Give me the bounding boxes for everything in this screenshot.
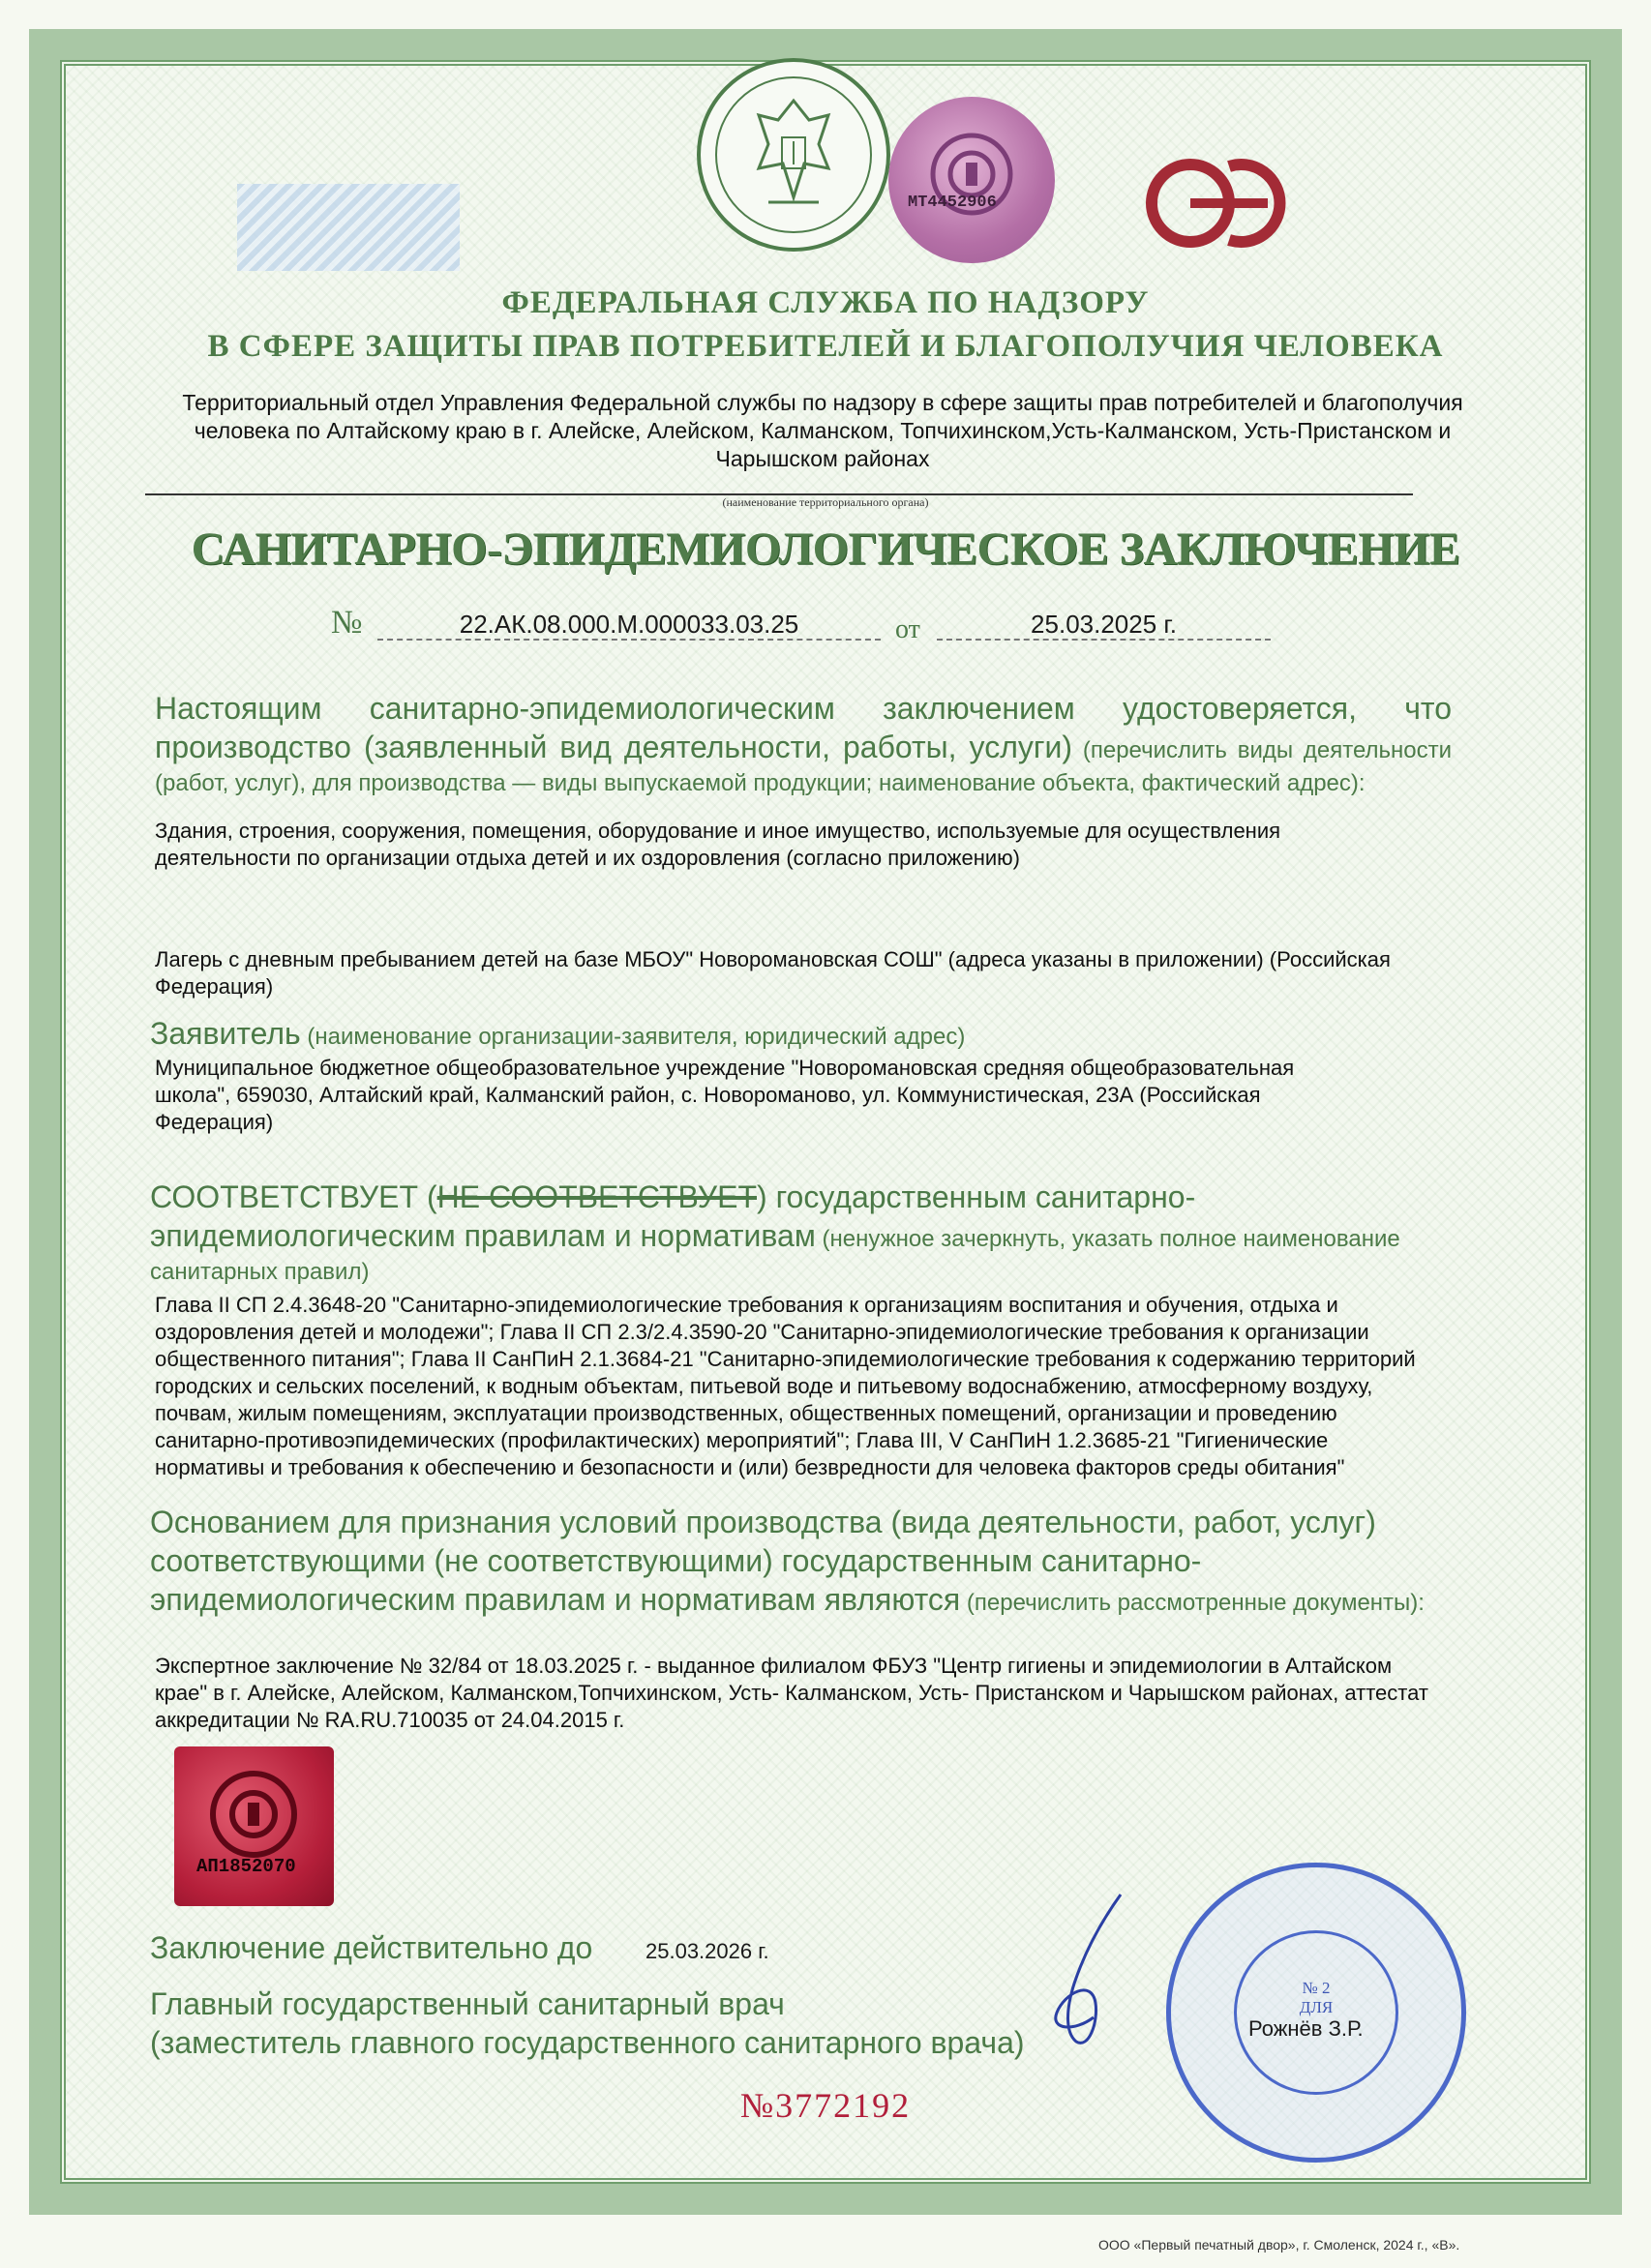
signature-icon — [1006, 1887, 1161, 2056]
printer-imprint: ООО «Первый печатный двор», г. Смоленск, 2024 г., «В». — [1098, 2237, 1460, 2253]
conformity-word: СООТВЕТСТВУЕТ — [150, 1179, 419, 1214]
date-prefix: от — [895, 614, 920, 644]
intro-hint: (перечислить виды деятельности (работ, услуг), для производства — виды выпускаемой продукции; наименование объекта, фактический адрес): — [155, 737, 1453, 796]
hologram-code-top: MT4452906 — [908, 194, 997, 212]
conformity-struck: НЕ СООТВЕТСТВУЕТ — [436, 1179, 758, 1214]
basis-statement: Основанием для признания условий производства (вида деятельности, работ, услуг) соответствующими (не соответствующими) государственным санитарно-эпидемиологическим правилам и нормативам являются — [150, 1505, 1376, 1617]
chief-title-line1: Главный государственный санитарный врач — [150, 1986, 785, 2021]
applicant-hint: (наименование организации-заявителя, юридический адрес) — [300, 1024, 966, 1050]
conformity-hint: (ненужное зачеркнуть, указать полное наименование санитарных правил) — [150, 1226, 1400, 1285]
sanitary-rules: Глава II СП 2.4.3648-20 "Санитарно-эпидемиологические требования к организациям воспитания и обучения, отдыха и оздоровления детей и молодежи"; Глава II СП 2.3/2.4.3590-20 "Санитарно-эпидемиологические требования к организации общественного питания"; Глава II СанПиН 2.1.3684-21 "Санитарно-эпидемиологические требования к содержанию территорий городских и сельских поселений, к водным объектам, питьевой воде и питьевому водоснабжению, атмосферному воздуху, почвам, жилым помещениям, эксплуатации производственных, общественных помещений, организации и проведению санитарно-противоэпидемических (профилактических) мероприятий"; Глава III, V СанПиН 1.2.3685-21 "Гигиенические нормативы и требования к обеспечению и безопасности и (или) безвредности для человека факторов среды обитания" — [155, 1293, 1416, 1479]
serial-number: №3772192 — [739, 2086, 912, 2125]
basis-documents: Экспертное заключение № 32/84 от 18.03.2025 г. - выданное филиалом ФБУЗ "Центр гигиены и эпидемиологии в Алтайском крае" в г. Алейске, Алейском, Калманском,Топчихинском, Усть- Калманском, Усть- Пристанском и Чарышском районах, аттестат аккредитации № RA.RU.710035 от 24.04.2015 г. — [155, 1654, 1428, 1732]
document-number: 22.АК.08.000.М.000033.03.25 — [459, 610, 799, 639]
hologram-sticker-top — [888, 97, 1055, 263]
intro-statement: Настоящим санитарно-эпидемиологическим заключением удостоверяется, что производство (заявленный вид деятельности, работы, услуги) — [155, 691, 1452, 764]
security-strip — [237, 184, 460, 271]
se-conformity-mark-icon — [1142, 155, 1287, 256]
hologram-sticker-bottom — [174, 1746, 334, 1906]
basis-hint: (перечислить рассмотренные документы): — [960, 1590, 1425, 1616]
territorial-caption: (наименование территориального органа) — [722, 495, 929, 509]
conformity-rest: государственным санитарно-эпидемиологическим правилам и нормативам — [150, 1179, 1196, 1253]
applicant-label: Заявитель — [150, 1016, 301, 1051]
activity-description: Здания, строения, сооружения, помещения, оборудование и иное имущество, используемые для осуществления деятельности по организации отдыха детей и их оздоровления (согласно приложению) — [155, 819, 1281, 870]
object-description: Лагерь с дневным пребыванием детей на базе МБОУ" Новоромановская СОШ" (адреса указаны в приложении) (Российская Федерация) — [155, 947, 1391, 999]
number-sign: № — [331, 605, 363, 641]
validity-date: 25.03.2026 г. — [645, 1939, 769, 1963]
rospotrebnadzor-emblem-icon — [697, 58, 890, 252]
chief-title-line2: (заместитель главного государственного санитарного врача) — [150, 2025, 1025, 2060]
applicant-details: Муниципальное бюджетное общеобразовательное учреждение "Новоромановская средняя общеобразовательная школа", 659030, Алтайский край, Калманский район, с. Новороманово, ул. Коммунистическая, 23А (Российская Федерация) — [155, 1056, 1295, 1134]
basis-paragraph — [150, 1503, 1447, 1620]
territorial-body: Территориальный отдел Управления Федеральной службы по надзору в сфере защиты прав потребителей и благополучия человека по Алтайскому краю в г. Алейске, Алейском, Калманском, Топчихинском,Усть-Калманском, Усть-Пристанском и Чарышском районах — [182, 390, 1463, 471]
validity-label: Заключение действительно до — [150, 1930, 593, 1965]
hologram-code-bottom: АП1852070 — [196, 1856, 296, 1877]
document-title: САНИТАРНО-ЭПИДЕМИОЛОГИЧЕСКОЕ ЗАКЛЮЧЕНИЕ — [191, 523, 1460, 575]
document-date: 25.03.2025 г. — [1031, 610, 1177, 639]
agency-title-line2: В СФЕРЕ ЗАЩИТЫ ПРАВ ПОТРЕБИТЕЛЕЙ И БЛАГОПОЛУЧИЯ ЧЕЛОВЕКА — [207, 329, 1444, 364]
intro-paragraph — [155, 689, 1452, 800]
applicant-heading — [150, 1014, 1447, 1054]
stamp-number-text: № 2 — [1302, 1979, 1331, 1997]
conformity-paragraph — [150, 1178, 1447, 1289]
stamp-word-text: ДЛЯ — [1299, 1998, 1334, 2016]
agency-title-line1: ФЕДЕРАЛЬНАЯ СЛУЖБА ПО НАДЗОРУ — [501, 285, 1150, 320]
signer-name: Рожнёв З.Р. — [1248, 2016, 1364, 2041]
stamp-number — [1258, 1979, 1374, 2017]
conformity-open: ( — [418, 1179, 437, 1214]
conformity-close: ) — [757, 1179, 767, 1214]
